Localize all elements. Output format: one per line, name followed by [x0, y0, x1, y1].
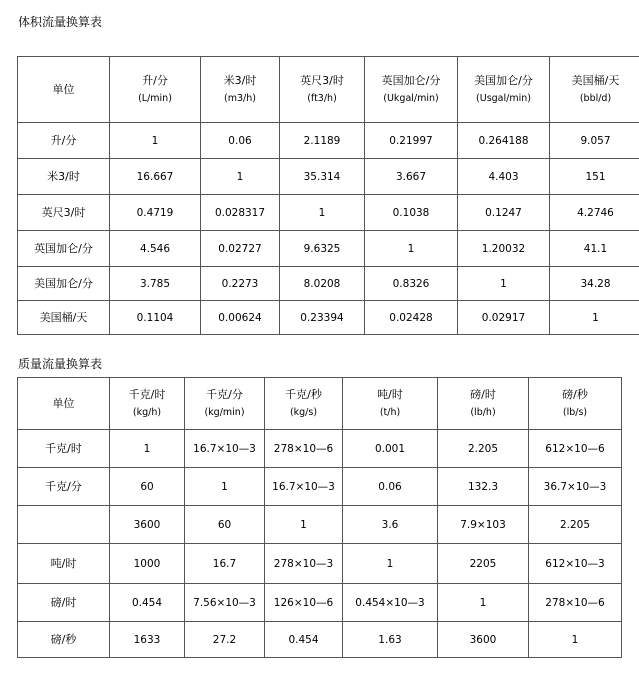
header-unit: (lb/h)	[470, 406, 496, 418]
table-cell: 1	[185, 468, 265, 506]
header-unit: (Ukgal/min)	[383, 92, 439, 104]
table-cell: 1	[529, 622, 622, 658]
table-row	[18, 622, 622, 658]
table-cell: 16.667	[110, 159, 201, 195]
table-row	[18, 544, 622, 584]
header-unit: (bbl/d)	[579, 92, 612, 104]
mass-table-title: 质量流量换算表	[18, 357, 103, 371]
table-cell: 60	[185, 506, 265, 544]
table-cell: 1	[343, 544, 438, 584]
table-cell: 278×10—3	[265, 544, 343, 584]
table-cell: 0.028317	[201, 195, 280, 231]
table-cell: 1	[458, 267, 550, 301]
table-cell: 0.8326	[365, 267, 458, 301]
table-cell: 2.205	[438, 430, 529, 468]
table-cell: 1.63	[343, 622, 438, 658]
table-cell: 0.06	[201, 123, 280, 159]
table-cell: 3.785	[110, 267, 201, 301]
volume-table-title: 体积流量换算表	[18, 15, 103, 29]
table-cell: 278×10—6	[265, 430, 343, 468]
header-unit: (kg/h)	[132, 406, 162, 418]
table-header-row	[18, 57, 639, 123]
table-cell: 16.7	[185, 544, 265, 584]
header-label: 吨/时	[377, 387, 403, 401]
table-cell: 0.1038	[365, 195, 458, 231]
table-cell: 4.2746	[550, 195, 639, 231]
row-label: 千克/时	[18, 430, 110, 468]
table-row	[18, 267, 639, 301]
header-cell	[280, 57, 365, 123]
table-cell: 2205	[438, 544, 529, 584]
table-cell: 1	[110, 430, 185, 468]
header-label: 米3/时	[223, 73, 257, 87]
row-label: 米3/时	[18, 159, 110, 195]
table-cell: 1	[110, 123, 201, 159]
table-cell: 0.02727	[201, 231, 280, 267]
table-cell: 0.454×10—3	[343, 584, 438, 622]
table-cell: 34.28	[550, 267, 639, 301]
table-cell: 1	[550, 301, 639, 335]
header-unit: (L/min)	[138, 92, 172, 104]
table-cell: 0.454	[265, 622, 343, 658]
table-row	[18, 195, 639, 231]
header-cell	[201, 57, 280, 123]
table-cell: 8.0208	[280, 267, 365, 301]
table-cell: 3600	[110, 506, 185, 544]
table-cell: 36.7×10—3	[529, 468, 622, 506]
table-cell: 35.314	[280, 159, 365, 195]
table-cell: 0.1247	[458, 195, 550, 231]
header-cell	[365, 57, 458, 123]
header-label: 美国桶/天	[571, 73, 620, 87]
table-cell: 16.7×10—3	[185, 430, 265, 468]
header-label: 磅/秒	[562, 387, 588, 401]
header-unit: (lb/s)	[562, 406, 588, 418]
table-cell: 1000	[110, 544, 185, 584]
table-cell: 1.20032	[458, 231, 550, 267]
table-row	[18, 301, 639, 335]
table-cell: 4.403	[458, 159, 550, 195]
header-unit: (kg/min)	[204, 406, 245, 418]
table-row	[18, 584, 622, 622]
table-cell: 151	[550, 159, 639, 195]
header-cell	[343, 378, 438, 430]
header-label: 升/分	[142, 73, 168, 87]
table-cell: 278×10—6	[529, 584, 622, 622]
table-cell: 1	[365, 231, 458, 267]
row-label: 英尺3/时	[18, 195, 110, 231]
header-cell	[458, 57, 550, 123]
table-cell: 60	[110, 468, 185, 506]
header-cell	[185, 378, 265, 430]
table-cell: 4.546	[110, 231, 201, 267]
table-row	[18, 506, 622, 544]
table-cell: 0.23394	[280, 301, 365, 335]
table-cell: 612×10—6	[529, 430, 622, 468]
header-unit: (kg/s)	[289, 406, 318, 418]
table-cell: 0.21997	[365, 123, 458, 159]
header-cell	[438, 378, 529, 430]
table-cell: 2.205	[529, 506, 622, 544]
header-unit: (ft3/h)	[307, 92, 337, 104]
row-label	[18, 506, 110, 544]
corner-cell: 单位	[18, 378, 110, 430]
table-cell: 0.2273	[201, 267, 280, 301]
table-cell: 0.1104	[110, 301, 201, 335]
table-cell: 9.6325	[280, 231, 365, 267]
table-cell: 3600	[438, 622, 529, 658]
header-unit: (Usgal/min)	[476, 92, 531, 104]
table-cell: 7.56×10—3	[185, 584, 265, 622]
row-label: 吨/时	[18, 544, 110, 584]
table-cell: 7.9×103	[438, 506, 529, 544]
table-cell: 16.7×10—3	[265, 468, 343, 506]
header-cell	[110, 57, 201, 123]
mass-flow-table	[17, 377, 622, 658]
table-cell: 41.1	[550, 231, 639, 267]
row-label: 升/分	[18, 123, 110, 159]
header-label: 美国加仑/分	[474, 73, 533, 87]
header-label: 磅/时	[470, 387, 496, 401]
table-row	[18, 430, 622, 468]
table-cell: 2.1189	[280, 123, 365, 159]
corner-cell: 单位	[18, 57, 110, 123]
volume-flow-table	[17, 56, 639, 335]
table-cell: 1633	[110, 622, 185, 658]
table-cell: 0.264188	[458, 123, 550, 159]
header-unit: (m3/h)	[224, 92, 256, 104]
row-label: 磅/时	[18, 584, 110, 622]
header-cell	[529, 378, 622, 430]
table-cell: 3.6	[343, 506, 438, 544]
table-cell: 1	[265, 506, 343, 544]
header-label: 千克/时	[128, 387, 166, 401]
row-label: 美国加仑/分	[18, 267, 110, 301]
table-cell: 1	[201, 159, 280, 195]
table-cell: 9.057	[550, 123, 639, 159]
row-label: 磅/秒	[18, 622, 110, 658]
table-cell: 1	[438, 584, 529, 622]
header-unit: (t/h)	[379, 406, 401, 418]
header-label: 英国加仑/分	[381, 73, 441, 87]
row-label: 千克/分	[18, 468, 110, 506]
header-cell	[265, 378, 343, 430]
table-cell: 612×10—3	[529, 544, 622, 584]
table-cell: 132.3	[438, 468, 529, 506]
table-row	[18, 231, 639, 267]
row-label: 美国桶/天	[18, 301, 110, 335]
table-cell: 0.4719	[110, 195, 201, 231]
header-cell	[110, 378, 185, 430]
table-cell: 0.454	[110, 584, 185, 622]
table-row	[18, 468, 622, 506]
table-cell: 126×10—6	[265, 584, 343, 622]
table-row	[18, 123, 639, 159]
table-cell: 0.02428	[365, 301, 458, 335]
header-label: 千克/秒	[285, 387, 322, 401]
row-label: 英国加仑/分	[18, 231, 110, 267]
table-cell: 0.06	[343, 468, 438, 506]
table-cell: 1	[280, 195, 365, 231]
table-cell: 27.2	[185, 622, 265, 658]
header-label: 英尺3/时	[300, 73, 344, 87]
table-header-row	[18, 378, 622, 430]
header-cell	[550, 57, 639, 123]
header-label: 千克/分	[206, 387, 243, 401]
table-cell: 0.02917	[458, 301, 550, 335]
table-cell: 3.667	[365, 159, 458, 195]
table-cell: 0.00624	[201, 301, 280, 335]
table-row	[18, 159, 639, 195]
table-cell: 0.001	[343, 430, 438, 468]
